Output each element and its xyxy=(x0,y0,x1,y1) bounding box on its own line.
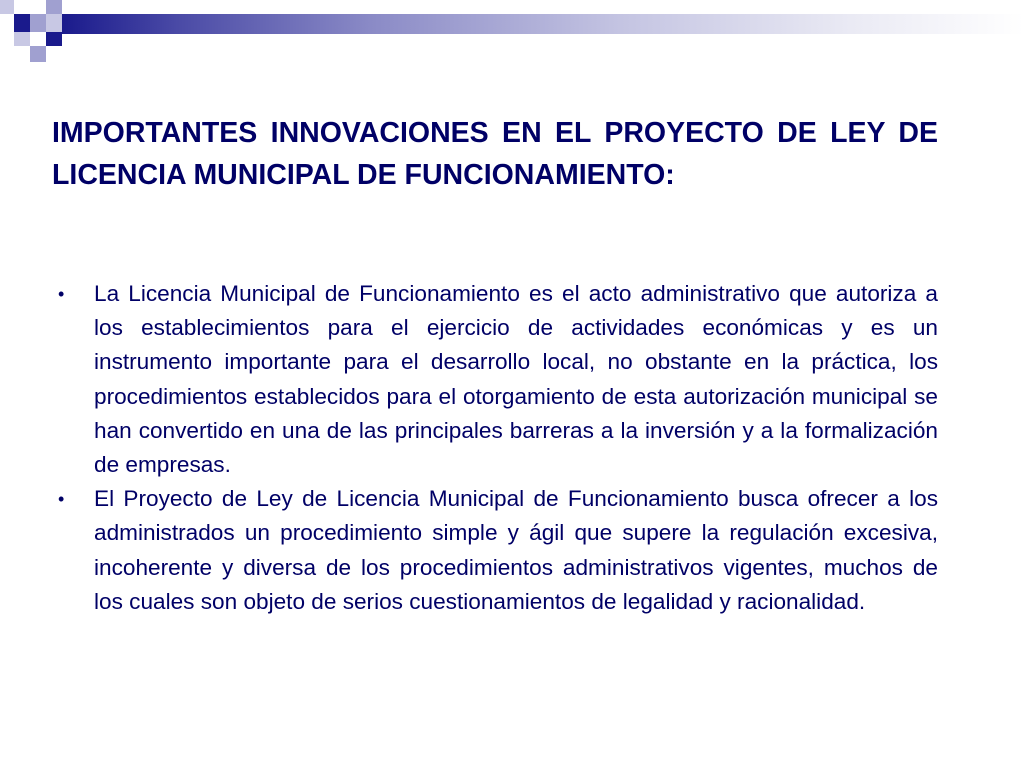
decorative-square xyxy=(46,14,62,32)
decorative-square xyxy=(0,0,14,14)
bullet-text: La Licencia Municipal de Funcionamiento es el acto administrativo que autoriza a los establecimientos para el ejercicio de actividades económicas y es un instrumento importante para el desarrollo local, no obstante en la práctica, los procedimientos establecidos para el otorgamiento de esta autorización municipal se han convertido en una de las principales barreras a la inversión y a la formalización de empresas. xyxy=(94,281,938,478)
bullet-item xyxy=(52,482,938,619)
bullet-item xyxy=(52,277,938,482)
decorative-square xyxy=(30,46,46,62)
decorative-square xyxy=(30,14,46,32)
header-gradient-bar xyxy=(62,14,1024,34)
slide-title: IMPORTANTES INNOVACIONES EN EL PROYECTO DE LEY DE LICENCIA MUNICIPAL DE FUNCIONAMIENTO: xyxy=(52,117,938,191)
bullet-icon: • xyxy=(58,284,65,304)
bullet-list xyxy=(52,277,938,619)
decorative-square xyxy=(46,32,62,46)
decorative-square xyxy=(14,32,30,46)
bullet-icon: • xyxy=(58,489,65,510)
header-decoration xyxy=(0,0,1024,70)
decorative-square xyxy=(46,0,62,14)
bullet-text: El Proyecto de Ley de Licencia Municipal de Funcionamiento busca ofrecer a los administrados un procedimiento simple y ágil que supere la regulación excesiva, incoherente y diversa de los procedimientos administrativos vigentes, muchos de los cuales son objeto de serios cuestionamientos de legalidad y racionalidad. xyxy=(94,486,938,614)
decorative-square xyxy=(14,14,30,32)
